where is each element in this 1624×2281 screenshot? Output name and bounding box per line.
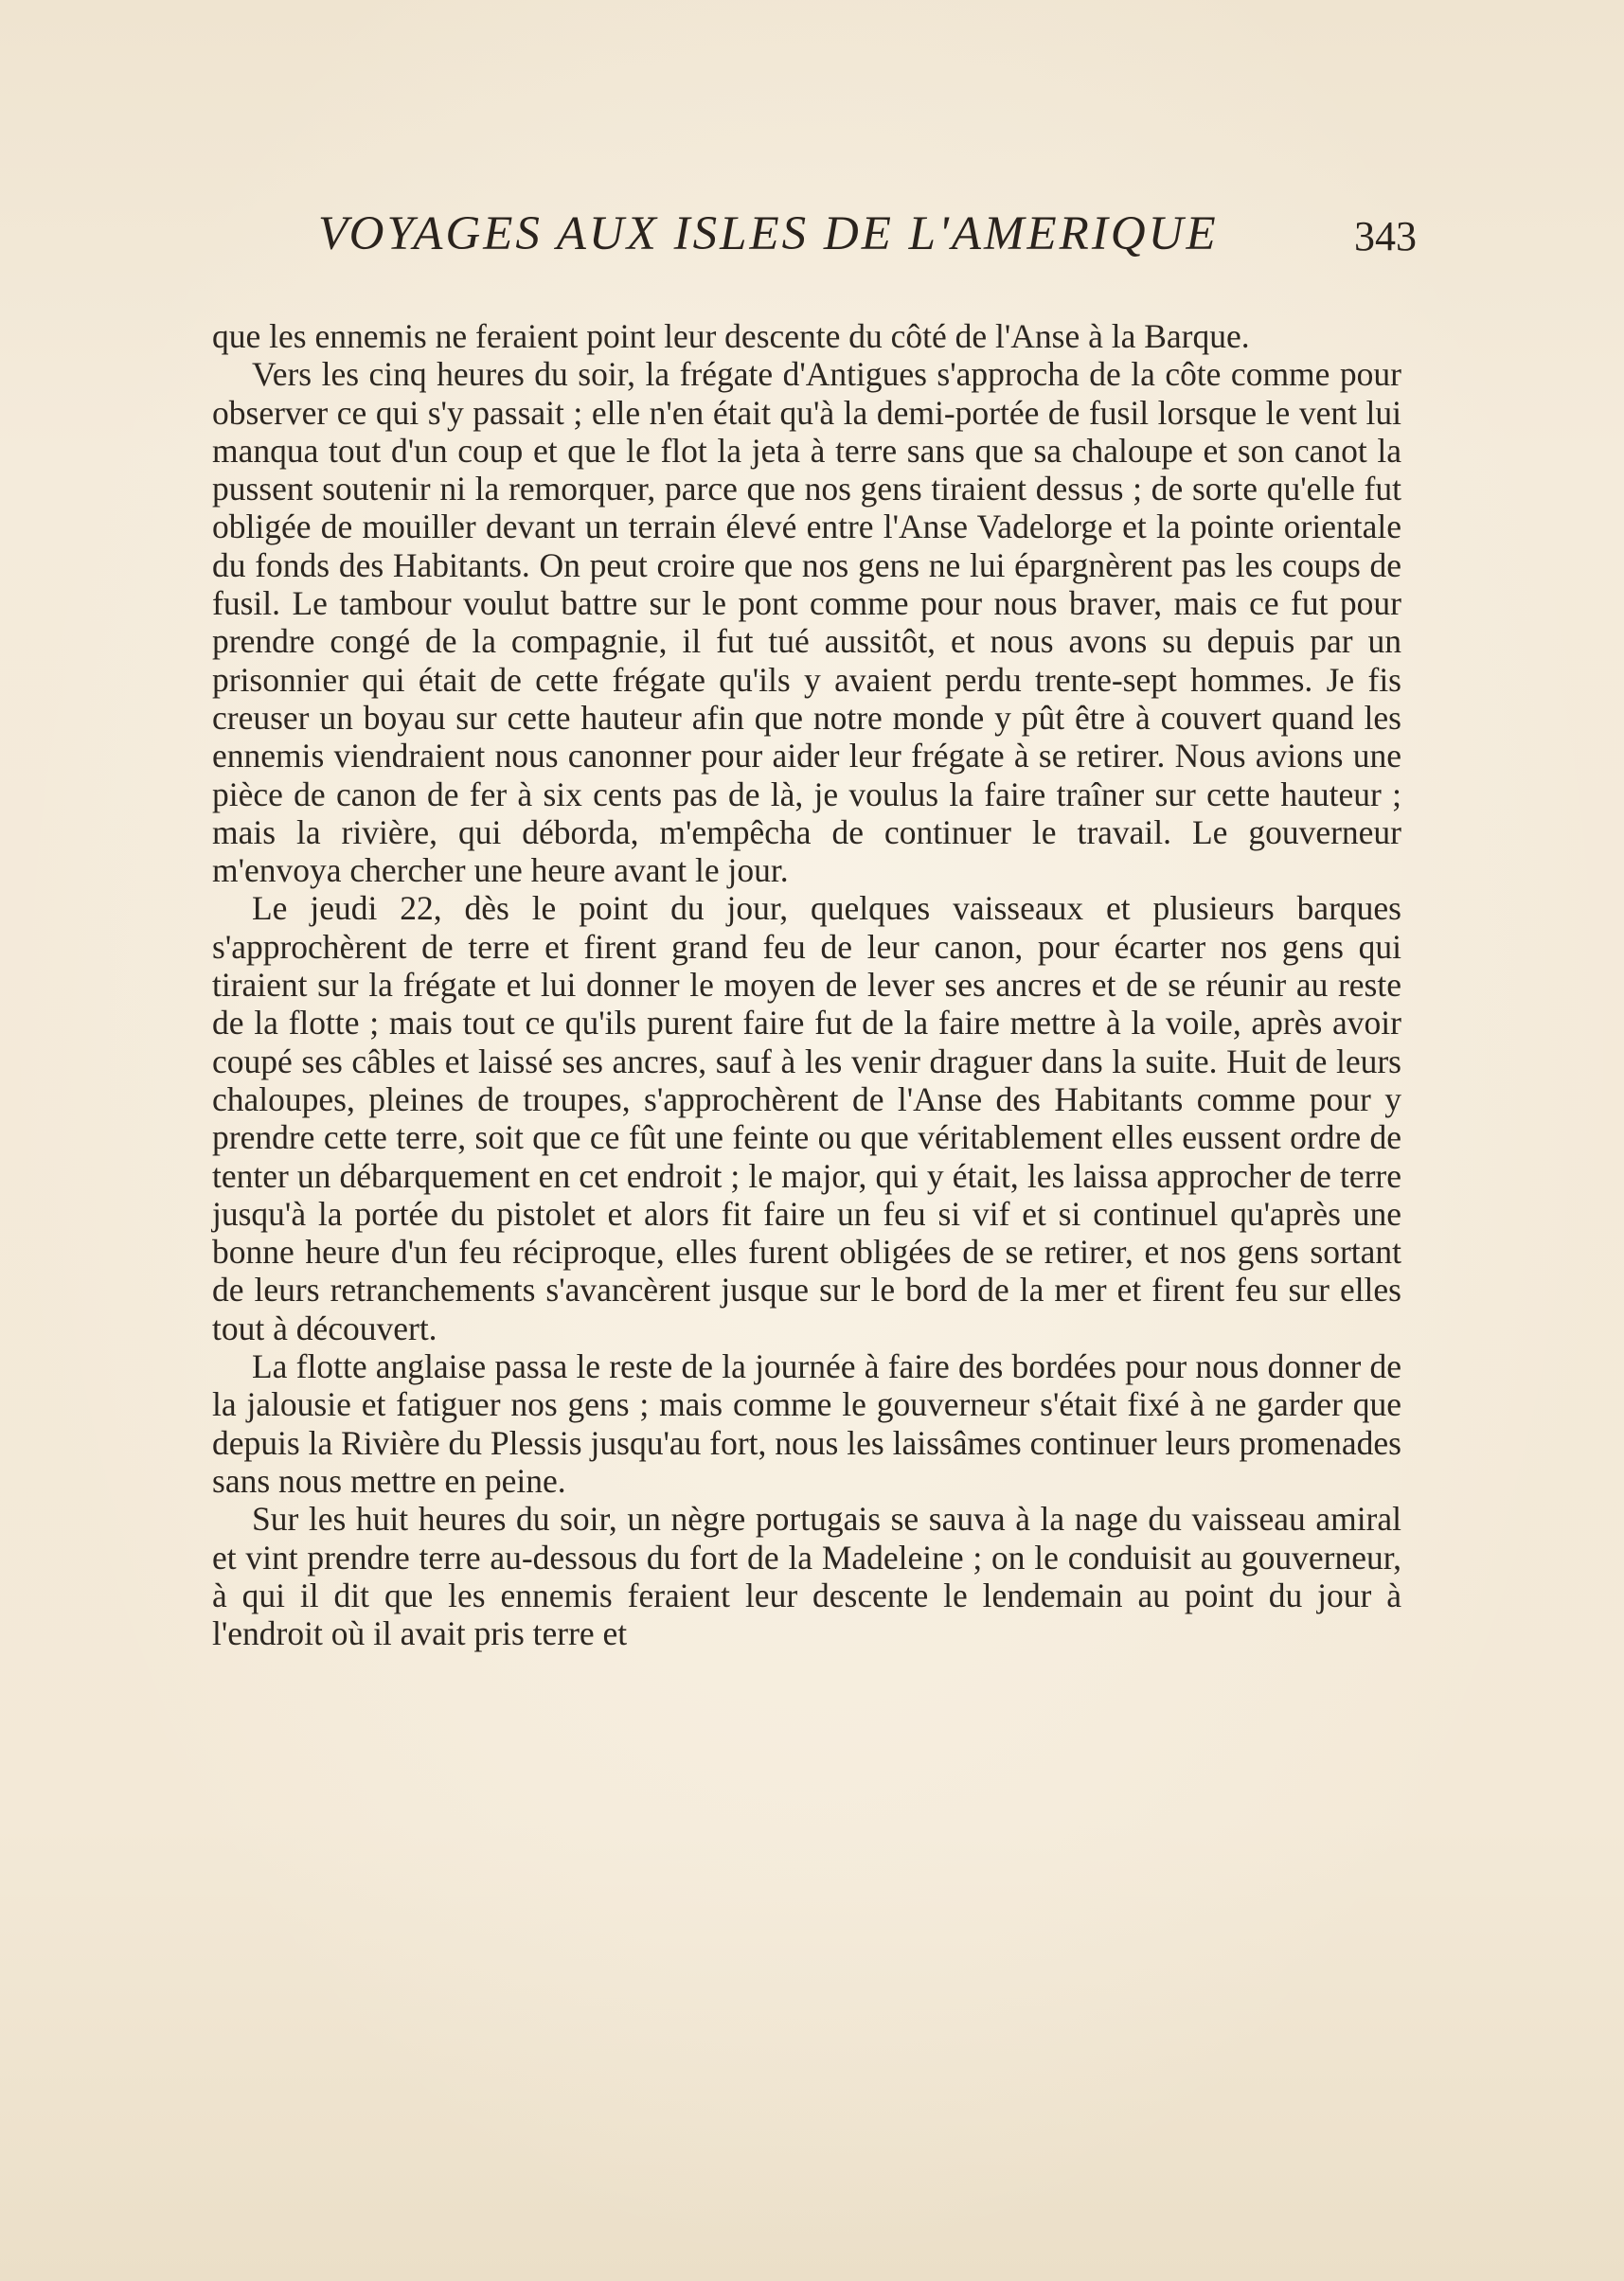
paragraph-fregate: Vers les cinq heures du soir, la frégate d'Antigues s'approcha de la côte comme pour observer ce qui s'y passait ; elle n'en était qu'à la demi-portée de fusil lorsque le vent lui manqua tout d'un coup et que le flot la jeta à terre sans que sa chaloupe et son canot la pussent soutenir ni la remorquer, parce que nos gens tiraient dessus ; de sorte qu'elle fut obligée de mouiller devant un terrain élevé entre l'Anse Vadelorge et la pointe orientale du fonds des Habitants. On peut croire que nos gens ne lui épargnèrent pas les coups de fusil. Le tambour voulut battre sur le pont comme pour nous braver, mais ce fut pour prendre congé de la compagnie, il fut tué aussitôt, et nous avons su depuis par un prisonnier qui était de cette frégate qu'ils y avaient perdu trente-sept hommes. Je fis creuser un boyau sur cette hauteur afin que notre monde y pût être à couvert quand les ennemis viendraient nous canonner pour aider leur frégate à se retirer. Nous avions une pièce de canon de fer à six cents pas de là, je voulus la faire traîner sur cette hauteur ; mais la rivière, qui déborda, m'empêcha de continuer le travail. Le gouverneur m'envoya chercher une heure avant le jour. [212, 355, 1401, 890]
running-title: VOYAGES AUX ISLES DE L'AMERIQUE [318, 207, 1219, 260]
running-head [318, 206, 1417, 273]
paragraph-flotte: La flotte anglaise passa le reste de la journée à faire des bordées pour nous donner de la jalousie et fatiguer nos gens ; mais comme le gouverneur s'était fixé à ne garder que depuis la Rivière du Plessis jusqu'au fort, nous les laissâmes continuer leurs promenades sans nous mettre en peine. [212, 1347, 1401, 1500]
paragraph-continuation: que les ennemis ne feraient point leur descente du côté de l'Anse à la Barque. [212, 317, 1250, 355]
paragraph-negre: Sur les huit heures du soir, un nègre portugais se sauva à la nage du vaisseau amiral et vint prendre terre au-dessous du fort de la Madeleine ; on le conduisit au gouverneur, à qui il dit que les ennemis feraient leur descente le lendemain au point du jour à l'endroit où il avait pris terre et [212, 1500, 1401, 1653]
paragraph-jeudi: Le jeudi 22, dès le point du jour, quelques vaisseaux et plusieurs barques s'approchèrent de terre et firent grand feu de leur canon, pour écarter nos gens qui tiraient sur la frégate et lui donner le moyen de lever ses ancres et de se réunir au reste de la flotte ; mais tout ce qu'ils purent faire fut de la faire mettre à la voile, après avoir coupé ses câbles et laissé ses ancres, sauf à les venir draguer dans la suite. Huit de leurs chaloupes, pleines de troupes, s'approchèrent de l'Anse des Habitants comme pour y prendre cette terre, soit que ce fût une feinte ou que véritablement elles eussent ordre de tenter un débarquement en cet endroit ; le major, qui y était, les laissa approcher de terre jusqu'à la portée du pistolet et alors fit faire un feu si vif et si continuel qu'après une bonne heure d'un feu réciproque, elles furent obligées de se retirer, et nos gens sortant de leurs retranchements s'avancèrent jusque sur le bord de la mer et firent feu sur elles tout à découvert. [212, 889, 1401, 1347]
text-body [212, 317, 1401, 1652]
page-number: 343 [1354, 213, 1417, 259]
